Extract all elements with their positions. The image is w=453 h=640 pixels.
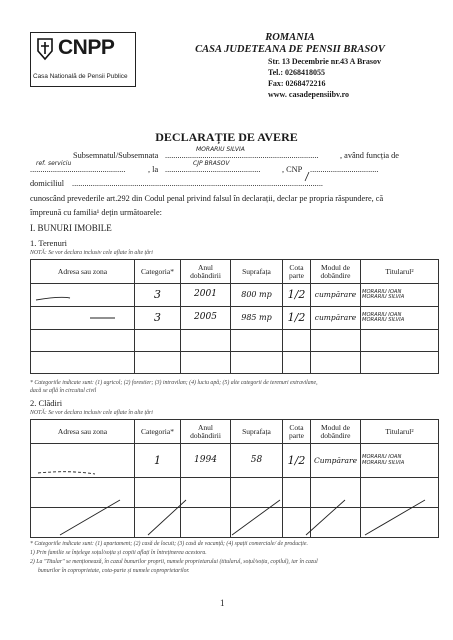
header-cell: Modul de dobândire: [311, 420, 361, 444]
cell-share: 1/2: [283, 444, 311, 478]
intro-la: , la: [148, 165, 159, 174]
cladiri-footnote: * Categoriile indicate sunt: (1) apartament; (2) casă de locuit; (3) casă de vacanță; (4) spații comerciale/ de producție.: [30, 541, 308, 547]
titular-footnote: 2) La "Titular" se menționează, în cazul bunurilor proprii, numele proprietarului (titularul, soțul/soția, copilul), iar în cazul: [30, 559, 318, 565]
header-cell: Suprafața: [231, 420, 283, 444]
header-institution: CASA JUDETEANA DE PENSII BRASOV: [195, 44, 385, 55]
intro-dots-4: .................................: [310, 165, 379, 174]
header-cell: Categoria*: [135, 420, 181, 444]
cladiri-note: NOTĂ: Se vor declara inclusiv cele aflate în alte țări: [30, 410, 153, 416]
header-cell: Titularul²: [361, 420, 439, 444]
cell-year: 1994: [181, 444, 231, 478]
header-tel: Tel.: 0268418055: [268, 68, 326, 77]
cell-owner: MORARIU IOAN MORARIU SILVIA: [361, 444, 439, 478]
page-title: DECLARAȚIE DE AVERE: [155, 130, 298, 144]
intro-suffix: , având funcția de: [340, 151, 399, 160]
intro-dots-5: .........................................................................................................................: [72, 179, 323, 188]
intro-dots-2: ..............................................: [30, 165, 126, 174]
header-cell: Anul dobândirii: [181, 260, 231, 284]
cell-area: 58: [231, 444, 283, 478]
handwritten-institution: CJP BRASOV: [193, 160, 230, 167]
intro-label: Subsemnatul/Subsemnata: [73, 151, 159, 160]
terenuri-note: NOTĂ: Se vor declara inclusiv cele aflate în alte țări: [30, 250, 153, 256]
header-cell: Suprafața: [231, 260, 283, 284]
cell-year: 2005: [181, 307, 231, 330]
intro-dots-1: ..........................................................................: [165, 151, 319, 160]
cell-area: 800 mp: [231, 284, 283, 307]
header-country: ROMANIA: [265, 32, 315, 43]
header-address: Str. 13 Decembrie nr.43 A Brasov: [268, 57, 381, 66]
header-cell: Adresa sau zona: [31, 420, 135, 444]
logo-subtitle: Casa Natională de Pensii Publice: [33, 73, 128, 80]
titular-footnote-2: bunurilor în coproprietate, cota-parte și numele coproprietarilor.: [38, 568, 190, 574]
logo-text: CNPP: [58, 36, 115, 59]
header-cell: Titularul²: [361, 260, 439, 284]
header-cell: Cota parte: [283, 420, 311, 444]
terenuri-title: 1. Terenuri: [30, 238, 68, 248]
intro-line5: împreună cu familia¹ dețin următoarele:: [30, 208, 162, 217]
header-cell: Modul de dobândire: [311, 260, 361, 284]
header-web: www. casadepensiibv.ro: [268, 90, 349, 99]
intro-dots-3: ..............................................: [165, 165, 261, 174]
header-fax: Fax: 0268472216: [268, 79, 326, 88]
handwritten-name: MORARIU SILVIA: [196, 146, 245, 153]
cell-mode: Cumpărare: [311, 444, 361, 478]
handwritten-function: ref. serviciu: [36, 160, 72, 167]
cell-category: 1: [135, 444, 181, 478]
cell-category: 3: [135, 307, 181, 330]
cell-mode: cumpărare: [311, 284, 361, 307]
intro-cnp: , CNP: [282, 165, 303, 174]
cell-share: 1/2: [283, 307, 311, 330]
cell-category: 3: [135, 284, 181, 307]
section-title: I. BUNURI IMOBILE: [30, 223, 112, 233]
cell-owner: MORARIU IOAN MORARIU SILVIA: [361, 284, 439, 307]
intro-domiciliu: domiciliul: [30, 179, 65, 188]
terenuri-footnote: * Categoriile indicate sunt: (1) agricol; (2) forestier; (3) intravilan; (4) luciu apă; (5) alte categorii de terenuri extravilane,: [30, 380, 318, 386]
family-footnote: 1) Prin familie se înțelege soțul/soția și copiii aflați în întreținerea acestora.: [30, 550, 207, 556]
header-cell: Categoria*: [135, 260, 181, 284]
cladiri-title: 2. Clădiri: [30, 398, 63, 408]
cell-owner: MORARIU IOAN MORARIU SILVIA: [361, 307, 439, 330]
terenuri-footnote-2: dacă se află în circuitul civil: [30, 388, 97, 394]
cell-share: 1/2: [283, 284, 311, 307]
header-cell: Anul dobândirii: [181, 420, 231, 444]
header-cell: Cota parte: [283, 260, 311, 284]
page-number: 1: [220, 598, 225, 608]
cell-area: 985 mp: [231, 307, 283, 330]
header-cell: Adresa sau zona: [31, 260, 135, 284]
intro-line4: cunoscând prevederile art.292 din Codul penal privind falsul în declarații, declar pe propria răspundere, că: [30, 194, 384, 203]
cell-mode: cumpărare: [311, 307, 361, 330]
cell-year: 2001: [181, 284, 231, 307]
